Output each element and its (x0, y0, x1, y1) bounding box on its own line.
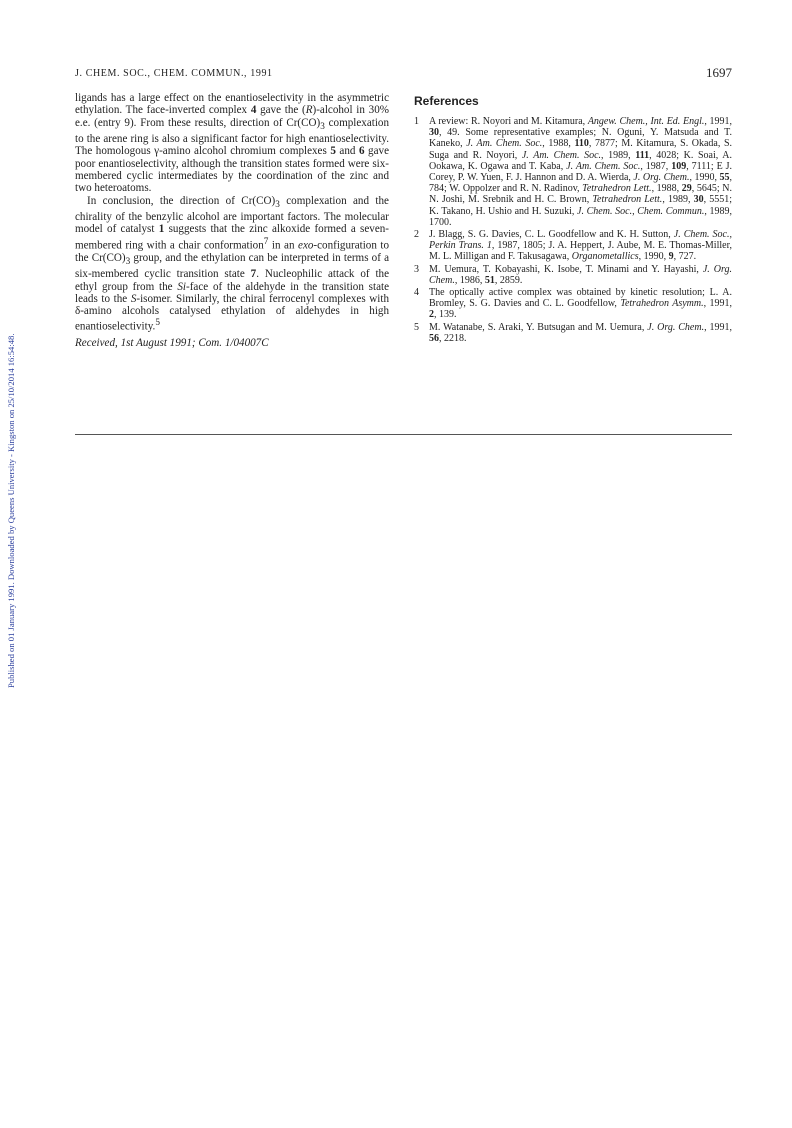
text-run: , 1988, (651, 183, 682, 195)
citation-superscript: 7 (263, 236, 269, 247)
reference-item (414, 229, 732, 263)
text-run: J. Blagg, S. G. Davies, C. L. Goodfellow and K. H. Sutton, (429, 229, 674, 241)
download-watermark-text: Published on 01 January 1991. Downloaded by Queens University - Kingston on 25/10/2014 16:54:48. (6, 333, 16, 688)
text-run: , 5551; K. Takano, H. Ushio and H. Suzuki, (429, 194, 732, 217)
volume: 56 (429, 332, 439, 344)
journal-title: J. Chem. Soc., Perkin Trans. 1 (429, 229, 732, 252)
text-run: , 1990, (638, 251, 669, 263)
page-header (75, 66, 732, 82)
italic-term: exo (298, 239, 314, 252)
text-run: gave the ( (256, 104, 306, 117)
text-run: , 1988, (542, 138, 575, 150)
text-run: , 4028; K. Soai, A. Ookawa, K. Ogawa and T. Kaba, (429, 149, 733, 172)
reference-item (414, 264, 732, 286)
reference-number: 1 (414, 116, 419, 127)
text-run: , 2218. (439, 332, 467, 344)
references-column (414, 92, 732, 345)
journal-title: J. Chem. Soc., Chem. Commun. (577, 205, 705, 217)
subscript: 3 (125, 256, 131, 267)
received-date: Received, 1st August 1991; Com. 1/04007C (75, 337, 269, 350)
journal-title: J. Org. Chem. (429, 263, 732, 286)
text-run: gave poor enantioselectivity, although the transition states formed were six-membered cyclic intermediates by the coordination of the zinc and two heteroatoms. (75, 145, 389, 195)
reference-number: 4 (414, 287, 419, 299)
reference-number: 3 (414, 263, 419, 275)
text-run: )-alcohol in 30% e.e. (entry 9). From these results, direction of Cr(CO) (75, 104, 389, 129)
subscript: 3 (275, 199, 280, 210)
text-run: , 1991, (704, 116, 733, 127)
text-run: M. Watanabe, S. Araki, Y. Butsugan and M. Uemura, (429, 321, 648, 333)
compound-number: 5 (330, 145, 336, 158)
text-run: group, and the ethylation can be interpreted in terms of a six-membered cyclic transition state (75, 251, 389, 281)
journal-title: Angew. Chem., Int. Ed. Engl. (587, 116, 705, 127)
text-run: , 784; W. Oppolzer and R. N. Radinov, (429, 172, 732, 195)
text-run: . Nucleophilic attack of the ethyl group from the (75, 268, 389, 293)
reference-item (414, 287, 732, 321)
reference-list (414, 116, 732, 344)
text-run: , 1991, (703, 298, 732, 310)
text-run: M. Uemura, T. Kobayashi, K. Isobe, T. Minami and Y. Hayashi, (429, 263, 703, 275)
volume: 9 (668, 251, 674, 263)
volume: 29 (681, 183, 692, 195)
end-rule (75, 434, 732, 435)
italic-term: Si (177, 280, 187, 293)
text-run: A review: R. Noyori and M. Kitamura, (429, 116, 588, 127)
page-number: 1697 (706, 65, 732, 80)
stereo-descriptor: R (305, 104, 313, 117)
reference-item (414, 116, 732, 228)
text-run: , 1989, (662, 194, 694, 206)
volume: 109 (671, 160, 687, 172)
journal-title: Tetrahedron Lett. (592, 194, 663, 206)
compound-number: 1 (158, 223, 165, 236)
stereo-descriptor: S (130, 292, 137, 305)
text-run: , 1987, 1805; J. A. Heppert, J. Aube, M. E. Thomas-Miller, M. L. Milligan and F. Takusagawa, (429, 240, 732, 263)
text-run: -face of the aldehyde in the transition state leads to the (75, 280, 390, 305)
journal-title: J. Org. Chem. (633, 172, 690, 184)
text-run: -isomer. Similarly, the chiral ferrocenyl complexes with δ-amino alcohols catalysed ethylation of aldehydes in high enantioselectivity. (75, 292, 389, 334)
journal-title: Tetrahedron Asymm. (620, 298, 704, 310)
text-run: ligands has a large effect on the enantioselectivity in the asymmetric ethylation. The face-inverted complex (75, 92, 389, 117)
compound-number: 7 (250, 268, 257, 281)
text-run: , 7877; M. Kitamura, S. Okada, S. Suga and R. Noyori, (429, 138, 733, 161)
text-run: , 1989, (601, 149, 636, 161)
volume: 30 (429, 127, 439, 139)
journal-title: J. Am. Chem. Soc. (521, 149, 602, 161)
download-watermark (4, 240, 18, 690)
compound-number: 4 (250, 104, 257, 117)
text-run: , 1990, (689, 172, 720, 184)
text-run: complexation and the chirality of the benzylic alcohol are important factors. The molecular model of catalyst (75, 194, 389, 236)
references-heading: References (414, 94, 479, 108)
text-run: and (335, 145, 359, 158)
conclusion-paragraph (75, 195, 389, 334)
text-run: , 1991, (704, 321, 733, 333)
text-run: The optically active complex was obtained by kinetic resolution; L. A. Bromley, S. G. Davies and C. L. Goodfellow, (429, 287, 732, 310)
text-run: , 2859. (494, 274, 523, 286)
text-run: , 7111; E J. Corey, P. W. Yuen, F. J. Hannon and D. A. Wierda, (429, 160, 733, 184)
journal-title: J. Am. Chem. Soc. (566, 160, 641, 172)
body-text-column (75, 92, 389, 350)
reference-item (414, 322, 732, 344)
journal-title: J. Am. Chem. Soc. (466, 138, 543, 150)
text-run: -configuration to the Cr(CO) (75, 239, 390, 264)
text-run: , 139. (434, 309, 457, 321)
journal-title: Tetrahedron Lett. (582, 183, 652, 195)
text-run: in an (268, 239, 299, 252)
volume: 110 (574, 138, 589, 150)
text-run: , 727. (673, 251, 697, 263)
text-run: , 1987, (640, 160, 672, 172)
journal-title: J. Org. Chem. (647, 321, 705, 333)
citation-superscript: 5 (155, 318, 160, 329)
text-run: , 49. Some representative examples; N. Oguni, Y. Matsuda and T. Kaneko, (429, 127, 732, 150)
volume: 30 (693, 194, 704, 206)
volume: 55 (719, 172, 730, 184)
body-paragraph (75, 92, 389, 195)
volume: 2 (429, 309, 434, 321)
volume: 111 (635, 149, 650, 161)
text-run: , 1986, (454, 274, 485, 286)
compound-number: 6 (358, 145, 365, 158)
volume: 51 (484, 274, 495, 286)
journal-title: Organometallics (571, 251, 639, 263)
text-run: , 1989, 1700. (429, 205, 733, 228)
reference-number: 2 (414, 229, 419, 241)
text-run: complexation to the arene ring is also a significant factor for high enantioselectivity. The homologous γ-amino alcohol chromium complexes (75, 116, 389, 158)
text-run: suggests that the zinc alkoxide formed a seven-membered ring with a chair conformation (75, 223, 389, 252)
reference-number: 5 (414, 321, 419, 333)
text-run: , 5645; N. N. Joshi, M. Srebnik and H. C. Brown, (429, 183, 732, 206)
journal-name: J. CHEM. SOC., CHEM. COMMUN., 1991 (75, 68, 273, 79)
text-run: In conclusion, the direction of Cr(CO) (87, 194, 276, 207)
subscript: 3 (320, 121, 325, 132)
